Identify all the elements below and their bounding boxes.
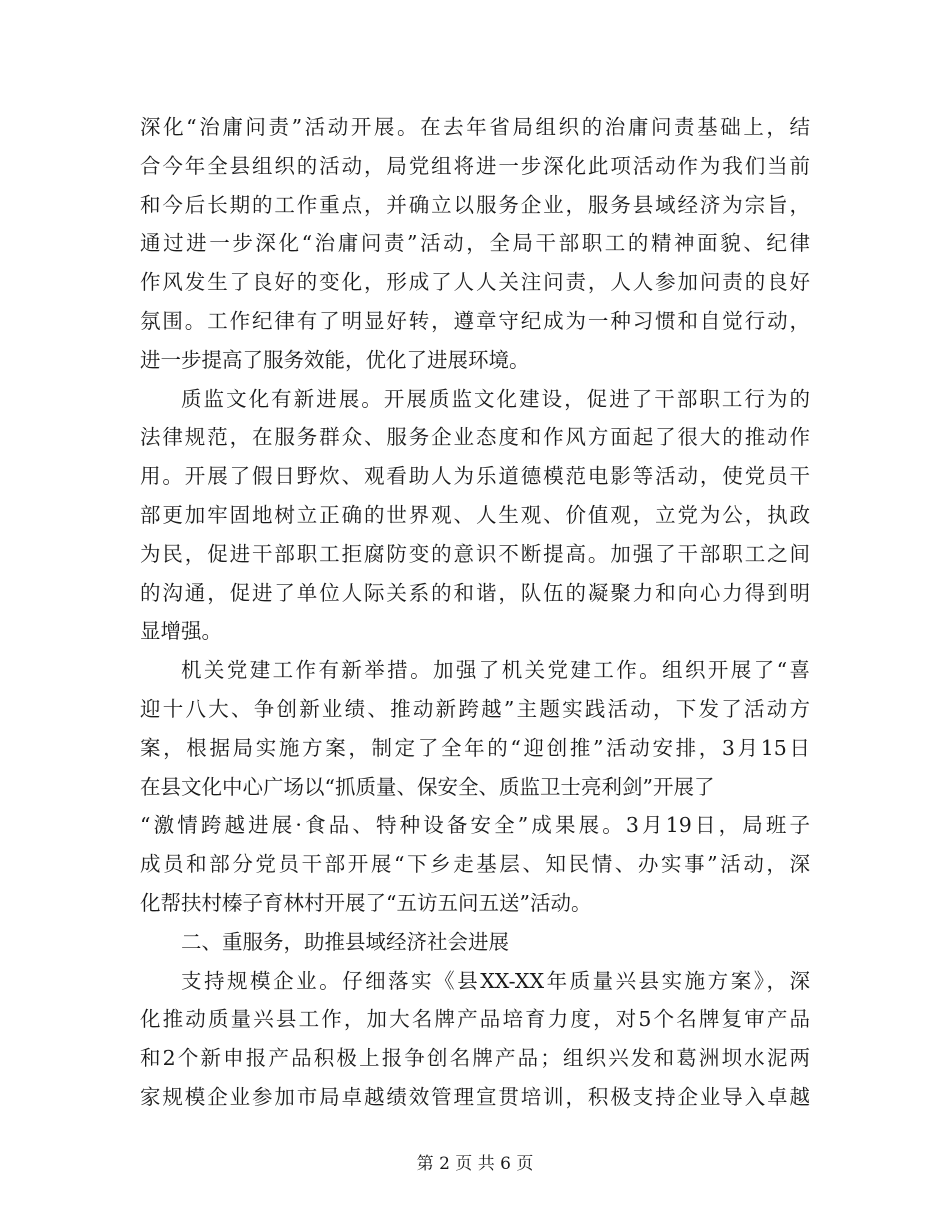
- text-line: 质监文化有新进展。开展质监文化建设，促进了干部职工行为的: [181, 386, 810, 411]
- text-line: 通过进一步深化“治庸问责”活动，全局干部职工的精神面貌、纪律: [140, 231, 810, 256]
- paragraph-party-building: [140, 651, 810, 923]
- text-line: 法律规范，在服务群众、服务企业态度和作风方面起了很大的推动作: [140, 425, 810, 450]
- paragraph-support-enterprises: [140, 962, 810, 1117]
- text-line: “激情跨越进展·食品、特种设备安全”成果展。3月19日，局班子: [140, 813, 810, 838]
- text-line: 为民，促进干部职工拒腐防变的意识不断提高。加强了干部职工之间: [140, 541, 810, 566]
- text-line: 化帮扶村榛子育林村开展了“五访五问五送”活动。: [140, 890, 592, 915]
- text-line: 家规模企业参加市局卓越绩效管理宣贯培训，积极支持企业导入卓越: [140, 1084, 810, 1109]
- text-line: 深化“治庸问责”活动开展。在去年省局组织的治庸问责基础上，结: [140, 115, 810, 139]
- text-line: 迎十八大、争创新业绩、推动新跨越”主题实践活动，下发了活动方: [140, 696, 810, 721]
- text-line: 进一步提高了服务效能，优化了进展环境。: [140, 347, 530, 372]
- text-line: 作风发生了良好的变化，形成了人人关注问责，人人参加问责的良好: [140, 270, 810, 295]
- paragraph-zhiyong-wenze: [140, 108, 810, 380]
- paragraph-culture: [140, 380, 810, 652]
- text-line: 氛围。工作纪律有了明显好转，遵章守纪成为一种习惯和自觉行动，: [140, 308, 810, 333]
- page-number-footer: 第 2 页 共 6 页: [416, 1154, 534, 1174]
- text-line: 部更加牢固地树立正确的世界观、人生观、价值观，立党为公，执政: [140, 502, 810, 527]
- text-line: 机关党建工作有新举措。加强了机关党建工作。组织开展了“喜: [181, 658, 810, 683]
- text-line: 案，根据局实施方案，制定了全年的“迎创推”活动安排，3月15日: [140, 735, 810, 760]
- text-line: 化推动质量兴县工作，加大名牌产品培育力度，对5个名牌复审产品: [140, 1007, 810, 1032]
- text-line: 在县文化中心广场以“抓质量、保安全、质监卫士亮利剑”开展了: [140, 774, 715, 799]
- text-line: 和今后长期的工作重点，并确立以服务企业，服务县域经济为宗旨，: [140, 192, 810, 217]
- text-line: 显增强。: [140, 619, 222, 644]
- text-line: 的沟通，促进了单位人际关系的和谐，队伍的凝聚力和向心力得到明: [140, 580, 810, 605]
- text-line: 用。开展了假日野炊、观看助人为乐道德模范电影等活动，使党员干: [140, 464, 810, 489]
- section-heading-text: 二、重服务，助推县域经济社会进展: [181, 929, 509, 954]
- text-line: 合今年全县组织的活动，局党组将进一步深化此项活动作为我们当前: [140, 153, 810, 178]
- text-line: 支持规模企业。仔细落实《县XX-XX年质量兴县实施方案》，深: [181, 968, 810, 993]
- section-heading: [140, 923, 810, 962]
- document-body: [140, 108, 810, 1117]
- text-line: 成员和部分党员干部开展“下乡走基层、知民情、办实事”活动，深: [140, 852, 810, 877]
- text-line: 和2个新申报产品积极上报争创名牌产品；组织兴发和葛洲坝水泥两: [140, 1046, 810, 1071]
